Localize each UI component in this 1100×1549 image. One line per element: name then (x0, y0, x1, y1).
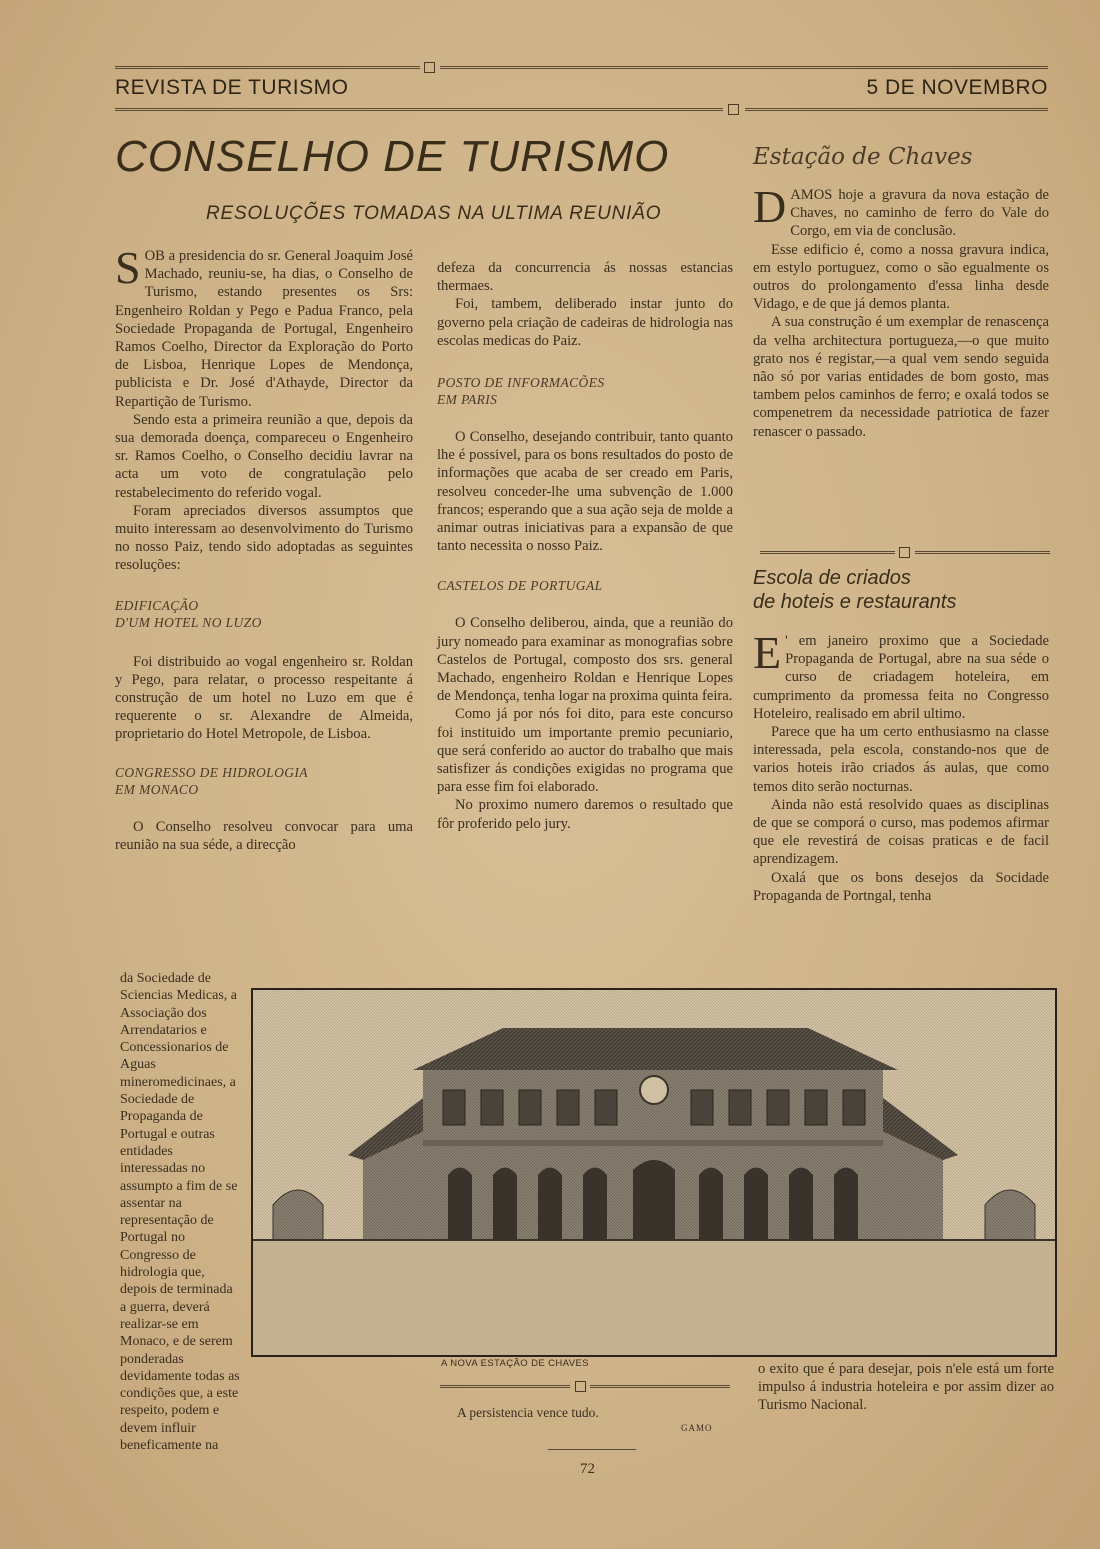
column-3-bottom (753, 627, 1049, 905)
quote-text: A persistencia vence tudo. (457, 1405, 599, 1420)
paragraph-text: AMOS hoje a gravura da nova estação de Chaves, no caminho de ferro do Vale do Corgo, em via de conclusão. (790, 187, 1049, 240)
column-1 (115, 242, 413, 854)
paragraph (753, 627, 1049, 723)
paragraph: Esse edificio é, como a nossa gravura indica, em estylo portuguez, como o são egualmente os outros do prolongamento d'essa linha desde Vidago, e de que já demos planta. (753, 241, 1049, 313)
paragraph: O Conselho, desejando contribuir, tanto quanto lhe é possivel, para os bons resultados do posto de informações que acaba de ser creado em Paris, resolveu conceder-lhe uma subvenção de 1.000 francos; esperando que a sua ação seja de molde a animar outras iniciativas para a expansão de que tanto necessita o nosso Paiz. (437, 429, 733, 555)
paragraph: da Sociedade de Sciencias Medicas, a Associação dos Arrendatarios e Concessionarios de Aguas mineromedicinaes, a Sociedade de Propaganda de Portugal e outras entidades interessadas no assumpto a fim de se assentar na representação de Portugal no Congresso de hidrologia que, depois de terminada a guerra, deverá realizar-se em Monaco, e de serem ponderadas devidamente todas as condições que, a este respeito, podem e devem influir beneficamente na (120, 971, 240, 1454)
title-line: Escola de criados (753, 567, 911, 589)
drop-cap: D (753, 181, 787, 232)
paragraph: Foram apreciados diversos assumptos que muito interessam ao desenvolvimento do Turismo no nosso Paiz, tendo sido adoptadas as seguintes resoluções: (115, 502, 413, 574)
header-rule-right (745, 108, 1048, 111)
drop-cap: S (115, 242, 141, 293)
paragraph (753, 181, 1049, 241)
section-heading: EM MONACO (115, 781, 199, 797)
section-heading: POSTO DE INFORMACÕES (437, 375, 605, 391)
top-rule-right (440, 66, 1048, 69)
paragraph: Sendo esta a primeira reunião a que, depois da sua demorada doença, compareceu o Engenheiro sr. Ramos Coelho, o Conselho decidiu lavrar na acta um voto de congratulação pelo restabelecimento do referido vogal. (115, 411, 413, 501)
section-heading: EDIFICAÇÃO (115, 597, 199, 613)
paragraph: O Conselho resolveu convocar para uma reunião na sua séde, a direcção (115, 818, 413, 853)
drop-cap: E (753, 627, 782, 678)
header-ornament (728, 104, 739, 115)
paragraph: Foi, tambem, deliberado instar junto do governo pela criação de cadeiras de hidrologia nas escolas medicas do Paiz. (437, 296, 733, 349)
page-number: 72 (580, 1461, 595, 1477)
station-photo (251, 988, 1057, 1357)
column-3-top (753, 181, 1049, 441)
top-rule-left (115, 66, 420, 69)
paragraph (115, 242, 413, 411)
section-divider (760, 547, 1050, 557)
paragraph: A sua construção é um exemplar de renascença da velha architectura portugueza,—o que muito grato nos é registar,—a qual vem sendo seguida não só por varias entidades de bom gosto, mas tambem pelos caminhos de ferro; e oxalá todos se compenetrem da necessidade patriotica de fazer renascer o passado. (753, 314, 1049, 440)
section-heading: D'UM HOTEL NO LUZO (115, 614, 262, 630)
column-3-end (758, 1360, 1054, 1415)
station-building-illustration (253, 990, 1055, 1355)
photo-caption: A NOVA ESTAÇÃO DE CHAVES (441, 1358, 589, 1369)
column-1-narrow (120, 970, 240, 1454)
section-heading: EM PARIS (437, 392, 498, 408)
footer-rule (548, 1449, 636, 1450)
paragraph: defeza da concurrencia ás nossas estancias thermaes. (437, 260, 733, 295)
quote-author: GAMO (681, 1423, 713, 1433)
article-subtitle: RESOLUÇÕES TOMADAS NA ULTIMA REUNIÃO (206, 203, 662, 224)
paragraph: o exito que é para desejar, pois n'ele está um forte impulso á industria hoteleira e por assim dizer ao Turismo Nacional. (758, 1361, 1054, 1414)
section-heading: CASTELOS DE PORTUGAL (437, 578, 603, 594)
section-heading: CONGRESSO DE HIDROLOGIA (115, 764, 308, 780)
paragraph: Ainda não está resolvido quaes as disciplinas de que se comporá o curso, mas podemos afirmar que ele revestirá de coisas praticas e de facil aprendizagem. (753, 796, 1049, 868)
header-rule-left (115, 108, 723, 111)
paragraph: O Conselho deliberou, ainda, que a reunião do jury nomeado para examinar as monografias sobre Castelos de Portugal, composto dos srs. general Machado, engenheiro Roldan e Henrique Lopes de Mendonça, tenha logar na proxima quinta feira. (437, 615, 733, 705)
paragraph: Oxalá que os bons desejos da Socidade Propaganda de Portngal, tenha (753, 869, 1049, 904)
running-head-left: REVISTA DE TURISMO (115, 76, 349, 99)
paragraph: Como já por nós foi dito, para este concurso foi instituido um importante premio pecuniario, que será conferido ao auctor do trabalho que mais satisfizer ás condições exigidas no programa que para esse fim foi elaborado. (437, 706, 733, 796)
top-ornament (424, 62, 435, 73)
paragraph-text: ' em janeiro proximo que a Sociedade Propaganda de Portugal, abre na sua séde o curso de criadagem hoteleira, em cumprimento da promessa feita no Congresso Hoteleiro, realisado em abril ultimo. (753, 633, 1049, 722)
paragraph-text: OB a presidencia do sr. General Joaquim José Machado, reuniu-se, ha dias, o Conselho de Turismo, estando presentes os Srs: Engenheiro Roldan y Pego e Padua Franco, pela Sociedade Propaganda de Portugal, Engenheiro Ramos Coelho, Director da Exploração do Porto de Lisboa, Henrique Lopes de Mendonça, publicista e Dr. José d'Athayde, Director da Repartição de Turismo. (115, 248, 413, 410)
article-title: CONSELHO DE TURISMO (115, 132, 670, 181)
column-2 (437, 259, 733, 833)
title-line: de hoteis e restaurants (753, 591, 957, 613)
quote-divider (440, 1381, 730, 1391)
side-article-title: Estação de Chaves (753, 144, 973, 170)
paragraph: Parece que ha um certo enthusiasmo na classe interessada, pela escola, constando-nos que de varios hoteis irão criados ás aulas, que como temos dito serão nocturnas. (753, 724, 1049, 795)
side-article-2-title (753, 566, 956, 614)
paragraph: No proximo numero daremos o resultado que fôr proferido pelo jury. (437, 797, 733, 832)
paragraph: Foi distribuido ao vogal engenheiro sr. Roldan y Pego, para relatar, o processo respeitante á construção de um hotel no Luzo em que é requerente o sr. Alexandre de Almeida, proprietario do Hotel Metropole, de Lisboa. (115, 653, 413, 743)
running-head-right: 5 DE NOVEMBRO (866, 76, 1048, 99)
